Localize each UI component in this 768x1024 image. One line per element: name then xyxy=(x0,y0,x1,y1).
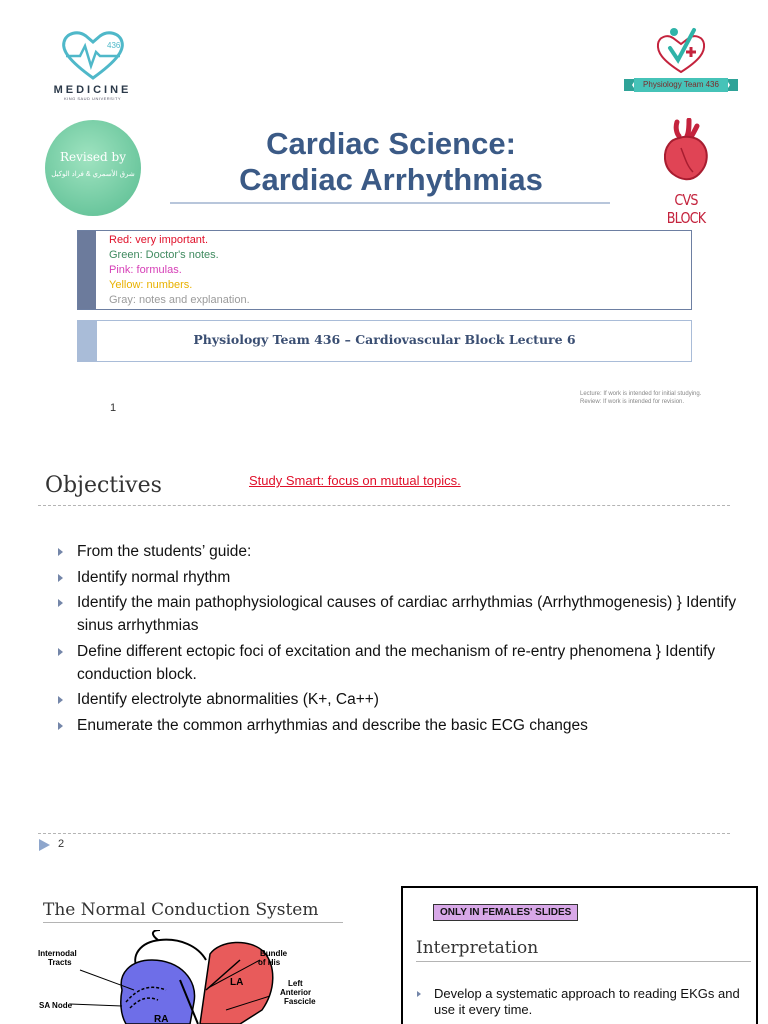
interpretation-slide xyxy=(401,886,758,1024)
legend-gray: Gray: notes and explanation. xyxy=(109,294,250,306)
list-item xyxy=(58,714,738,737)
revised-by-badge xyxy=(45,120,141,216)
revised-by-names: شرق الأسمري & فراد الوكيل xyxy=(51,171,135,178)
cvs-block-label: CVS BLOCK xyxy=(666,191,706,227)
list-item xyxy=(58,566,738,589)
conduction-system-diagram xyxy=(30,930,350,1024)
bullet-arrow-icon xyxy=(58,599,63,607)
lecture-banner-text: Physiology Team 436 – Cardiovascular Block Lecture 6 xyxy=(193,332,576,347)
list-item-text: Enumerate the common arrhythmias and describe the basic ECG changes xyxy=(77,716,588,734)
lecture-note-line: Lecture: If work is intended for initial studying. xyxy=(580,391,702,397)
page-title xyxy=(170,126,612,198)
legend-pink: Pink: formulas. xyxy=(109,264,182,276)
females-slides-badge: ONLY IN FEMALES' SLIDES xyxy=(433,904,578,921)
lecture-review-note xyxy=(580,390,701,406)
fascicle-label: Fascicle xyxy=(284,997,316,1006)
university-name: KING SAUD UNIVERSITY xyxy=(63,96,122,101)
bullet-arrow-icon xyxy=(58,648,63,656)
bullet-arrow-icon xyxy=(58,574,63,582)
legend-yellow: Yellow: numbers. xyxy=(109,279,193,291)
title-underline xyxy=(170,202,610,204)
logo-number: 436 xyxy=(106,41,120,50)
legend-lines xyxy=(109,233,250,308)
list-item xyxy=(58,591,738,637)
legend-green: Green: Doctor's notes. xyxy=(109,249,219,261)
bullet-arrow-icon xyxy=(58,696,63,704)
revised-by-title: Revised by xyxy=(60,150,126,164)
list-item xyxy=(58,540,738,563)
internodal-label: Internodal xyxy=(38,949,77,958)
lecture-banner xyxy=(77,320,692,362)
slide-footer-divider xyxy=(38,833,730,834)
slide-number: 2 xyxy=(58,838,65,850)
list-item-text: Define different ectopic foci of excitation and the mechanism of re-entry phenomena } Identify conduction block. xyxy=(77,642,716,683)
list-item xyxy=(417,986,747,1017)
cvs-block-logo xyxy=(648,118,724,227)
team-ribbon-label: Physiology Team 436 xyxy=(634,78,728,92)
anatomical-heart-icon xyxy=(659,118,713,184)
list-item xyxy=(58,688,738,711)
list-item-text: Develop a systematic approach to reading EKGs and use it every time. xyxy=(434,986,740,1017)
medicine-logo xyxy=(40,28,145,110)
heartbeat-logo-icon xyxy=(58,28,128,82)
objectives-divider xyxy=(38,505,730,506)
objectives-list xyxy=(58,540,738,739)
page-number: 1 xyxy=(110,402,117,414)
bullet-arrow-icon xyxy=(58,548,63,556)
medicine-word: MEDICINE xyxy=(53,84,132,96)
tracts-label: Tracts xyxy=(48,958,72,967)
of-his-label: of His xyxy=(258,958,281,967)
interpretation-underline xyxy=(416,961,751,962)
color-legend-box xyxy=(77,230,692,310)
sa-node-label: SA Node xyxy=(39,1001,73,1010)
bundle-label: Bundle xyxy=(260,949,288,958)
anterior-label: Anterior xyxy=(280,988,312,997)
la-label: LA xyxy=(230,977,244,988)
objectives-heading: Objectives xyxy=(45,473,162,498)
title-line-2: Cardiac Arrhythmias xyxy=(239,162,543,197)
review-note-line: Review: If work is intended for revision. xyxy=(580,399,685,405)
list-item xyxy=(58,640,738,686)
left-label: Left xyxy=(288,979,303,988)
conduction-system-heading: The Normal Conduction System xyxy=(43,900,319,920)
physiology-team-logo xyxy=(624,22,738,114)
heart-check-icon xyxy=(624,22,738,78)
list-item-text: Identify normal rhythm xyxy=(77,568,231,586)
interpretation-heading: Interpretation xyxy=(416,938,539,958)
study-smart-note: Study Smart: focus on mutual topics. xyxy=(249,473,461,488)
list-item-text: Identify the main pathophysiological causes of cardiac arrhythmias (Arrhythmogenesis) } Identify sinus arrhythmias xyxy=(77,594,737,634)
slide-arrow-icon xyxy=(39,839,50,851)
legend-red: Red: very important. xyxy=(109,234,209,246)
title-line-1: Cardiac Science: xyxy=(266,126,516,161)
ra-label: RA xyxy=(154,1014,169,1024)
list-item-text: Identify electrolyte abnormalities (K+, Ca++) xyxy=(77,691,379,708)
list-item-text: From the students’ guide: xyxy=(77,543,252,560)
legend-accent-bar xyxy=(78,231,96,309)
bullet-arrow-icon xyxy=(417,991,421,997)
bullet-arrow-icon xyxy=(58,722,63,730)
conduction-heading-underline xyxy=(43,922,343,923)
